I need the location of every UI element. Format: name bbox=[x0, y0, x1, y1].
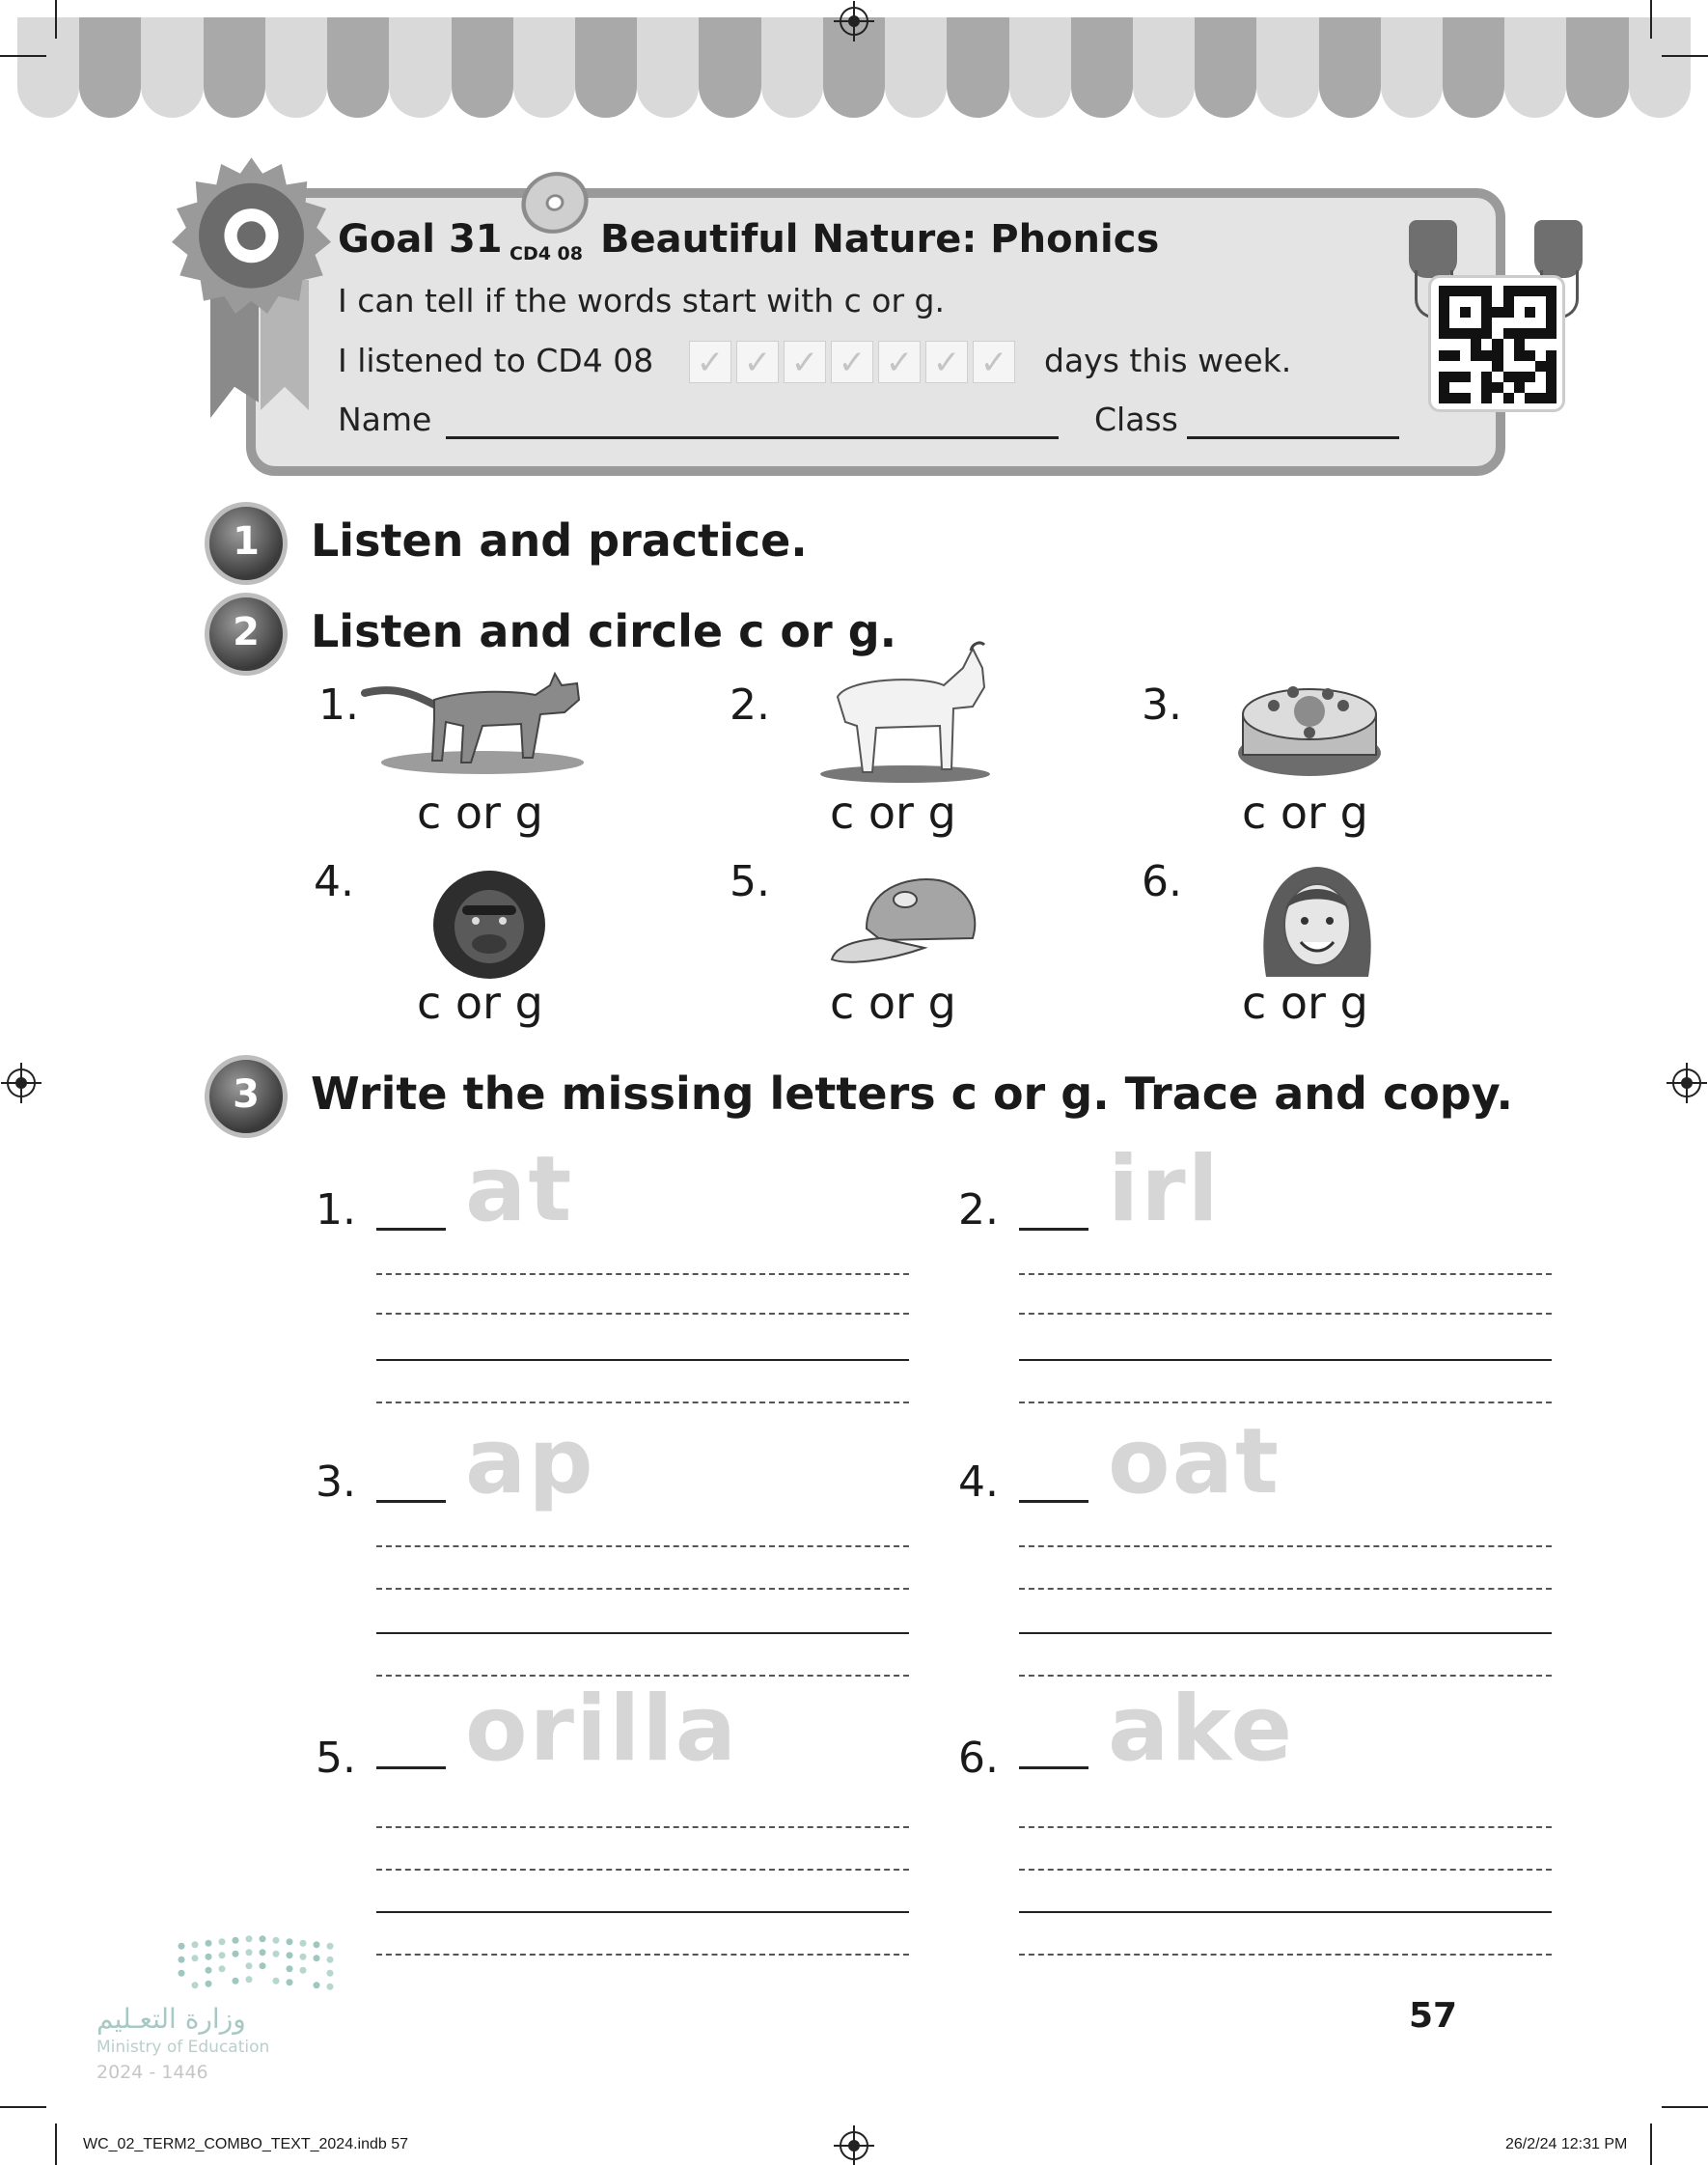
ministry-year: 2024 - 1446 bbox=[96, 2062, 208, 2083]
writing-line-baseline[interactable] bbox=[1019, 1359, 1552, 1361]
missing-letter-blank[interactable] bbox=[1019, 1500, 1088, 1503]
print-file-info: WC_02_TERM2_COMBO_TEXT_2024.indb 57 bbox=[83, 2136, 409, 2152]
crop-mark bbox=[1662, 55, 1708, 57]
award-rosette-icon bbox=[172, 154, 331, 314]
crop-mark bbox=[0, 2106, 46, 2108]
writing-line-baseline[interactable] bbox=[1019, 1911, 1552, 1913]
trace-word: at bbox=[465, 1137, 574, 1242]
gorilla-image bbox=[433, 871, 545, 979]
section-1-badge: 1 bbox=[205, 502, 288, 585]
qr-code[interactable] bbox=[1428, 275, 1565, 412]
class-field[interactable] bbox=[1187, 436, 1399, 439]
item-number: 1. bbox=[318, 680, 359, 730]
writing-line-dashed bbox=[1019, 1545, 1552, 1547]
ministry-name-english: Ministry of Education bbox=[96, 2038, 270, 2057]
item-number: 6. bbox=[958, 1734, 999, 1783]
trace-word: orilla bbox=[465, 1677, 739, 1782]
item-number: 6. bbox=[1142, 857, 1182, 906]
unit-title: Beautiful Nature: Phonics bbox=[600, 217, 1160, 262]
trace-word: ake bbox=[1108, 1677, 1295, 1782]
choice-c-or-g[interactable]: c or g bbox=[830, 787, 956, 839]
writing-line-dashed bbox=[1019, 1869, 1552, 1871]
ministry-name-arabic: وزارة التعـليم bbox=[96, 2003, 246, 2035]
registration-mark bbox=[840, 2131, 868, 2160]
writing-line-dashed bbox=[1019, 1588, 1552, 1590]
section-1-title: Listen and practice. bbox=[311, 514, 808, 567]
item-number: 4. bbox=[958, 1457, 999, 1507]
writing-line-dashed bbox=[1019, 1402, 1552, 1403]
registration-mark bbox=[840, 7, 868, 36]
item-number: 4. bbox=[314, 857, 354, 906]
item-number: 5. bbox=[730, 857, 770, 906]
choice-c-or-g[interactable]: c or g bbox=[417, 787, 543, 839]
item-number: 2. bbox=[730, 680, 770, 730]
name-label: Name bbox=[338, 401, 432, 438]
page-number: 57 bbox=[1409, 1996, 1458, 2036]
cat-image bbox=[357, 666, 589, 777]
headphone-icon bbox=[1534, 220, 1583, 278]
crop-mark bbox=[55, 0, 57, 39]
writing-line-baseline[interactable] bbox=[376, 1632, 909, 1634]
writing-line-dashed bbox=[376, 1826, 909, 1828]
writing-line-dashed bbox=[1019, 1954, 1552, 1956]
missing-letter-blank[interactable] bbox=[376, 1766, 446, 1769]
crop-mark bbox=[55, 2123, 57, 2165]
trace-word: oat bbox=[1108, 1409, 1281, 1514]
print-date: 26/2/24 12:31 PM bbox=[1505, 2136, 1628, 2152]
writing-line-dashed bbox=[1019, 1313, 1552, 1315]
writing-line-dashed bbox=[376, 1588, 909, 1590]
choice-c-or-g[interactable]: c or g bbox=[830, 977, 956, 1029]
writing-line-dashed bbox=[376, 1402, 909, 1403]
goat-image bbox=[820, 643, 990, 783]
choice-c-or-g[interactable]: c or g bbox=[417, 977, 543, 1029]
crop-mark bbox=[1650, 0, 1652, 39]
tick-box[interactable]: ✓ bbox=[973, 341, 1015, 383]
item-number: 1. bbox=[316, 1185, 356, 1235]
item-number: 2. bbox=[958, 1185, 999, 1235]
goal-objective: I can tell if the words start with c or g. bbox=[338, 282, 945, 319]
writing-line-baseline[interactable] bbox=[376, 1359, 909, 1361]
headphone-icon bbox=[1409, 220, 1457, 278]
tick-box[interactable]: ✓ bbox=[831, 341, 873, 383]
cake-image bbox=[1238, 686, 1381, 776]
registration-mark bbox=[7, 1069, 36, 1097]
item-number: 5. bbox=[316, 1734, 356, 1783]
cap-image bbox=[832, 879, 975, 962]
item-number: 3. bbox=[316, 1457, 356, 1507]
writing-line-dashed bbox=[376, 1954, 909, 1956]
writing-line-dashed bbox=[376, 1313, 909, 1315]
tick-box[interactable]: ✓ bbox=[784, 341, 826, 383]
crop-mark bbox=[1662, 2106, 1708, 2108]
crop-mark bbox=[0, 55, 46, 57]
section-3-title: Write the missing letters c or g. Trace and copy. bbox=[311, 1068, 1513, 1120]
class-label: Class bbox=[1094, 401, 1178, 438]
trace-word: ap bbox=[465, 1409, 595, 1514]
missing-letter-blank[interactable] bbox=[376, 1500, 446, 1503]
name-field[interactable] bbox=[446, 436, 1059, 439]
writing-line-baseline[interactable] bbox=[1019, 1632, 1552, 1634]
listening-tick-boxes bbox=[689, 341, 1015, 383]
writing-line-dashed bbox=[1019, 1273, 1552, 1275]
crop-mark bbox=[1650, 2123, 1652, 2165]
trace-word: irl bbox=[1108, 1137, 1221, 1242]
missing-letter-blank[interactable] bbox=[376, 1228, 446, 1231]
item-number: 3. bbox=[1142, 680, 1182, 730]
section-3-badge: 3 bbox=[205, 1055, 288, 1138]
writing-line-dashed bbox=[376, 1545, 909, 1547]
tick-box[interactable]: ✓ bbox=[736, 341, 779, 383]
missing-letter-blank[interactable] bbox=[1019, 1766, 1088, 1769]
section-2-badge: 2 bbox=[205, 593, 288, 676]
registration-mark bbox=[1672, 1069, 1701, 1097]
choice-c-or-g[interactable]: c or g bbox=[1242, 977, 1368, 1029]
writing-line-baseline[interactable] bbox=[376, 1911, 909, 1913]
tick-box[interactable]: ✓ bbox=[878, 341, 921, 383]
tick-box[interactable]: ✓ bbox=[925, 341, 968, 383]
cd-track-label: CD4 08 bbox=[510, 243, 583, 264]
listened-suffix: days this week. bbox=[1044, 342, 1292, 379]
listened-prefix: I listened to CD4 08 bbox=[338, 342, 654, 379]
tick-box[interactable]: ✓ bbox=[689, 341, 731, 383]
missing-letter-blank[interactable] bbox=[1019, 1228, 1088, 1231]
choice-c-or-g[interactable]: c or g bbox=[1242, 787, 1368, 839]
writing-line-dashed bbox=[376, 1869, 909, 1871]
goal-title: Goal 31 bbox=[338, 217, 503, 262]
section-2-title: Listen and circle c or g. bbox=[311, 605, 897, 657]
writing-line-dashed bbox=[1019, 1826, 1552, 1828]
ministry-logo-icon bbox=[174, 1930, 343, 1990]
girl-image bbox=[1263, 867, 1370, 977]
writing-line-dashed bbox=[376, 1273, 909, 1275]
